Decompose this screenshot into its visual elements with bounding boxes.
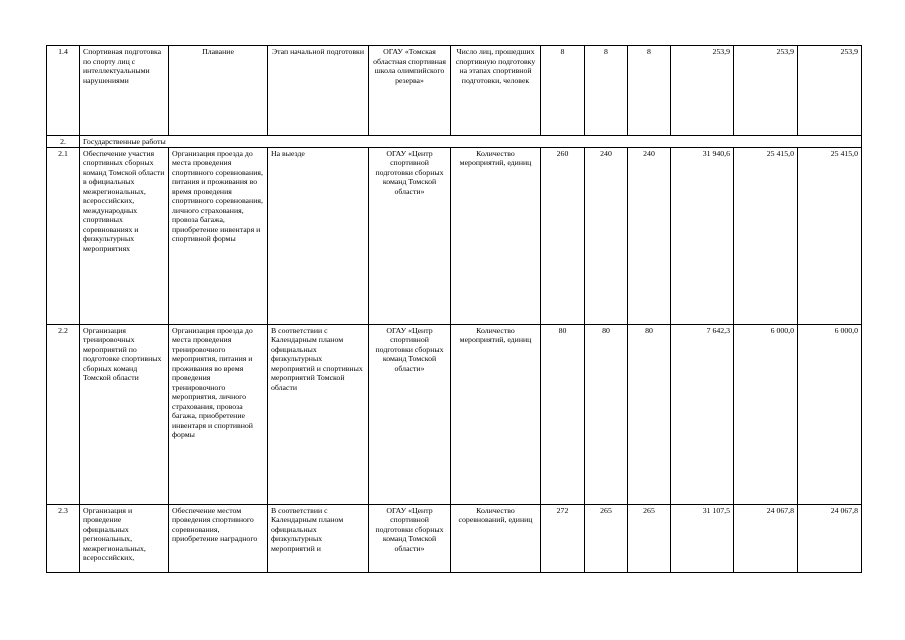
executor: ОГАУ «Центр спортивной подготовки сборных команд Томской области» (369, 324, 451, 504)
activity-content-cell (169, 504, 268, 572)
table-row (47, 324, 862, 504)
row-number: 2.2 (47, 324, 80, 504)
volume-year-3: 240 (628, 147, 671, 324)
budget-table (46, 45, 862, 573)
funding-year-3: 24 067,8 (830, 505, 858, 515)
volume-year-2: 240 (585, 147, 628, 324)
volume-year-3-cell (628, 504, 671, 572)
funding-year-3: 253,9 (798, 46, 862, 136)
indicator: Количество соревнований, единиц (458, 505, 533, 524)
table-row (47, 504, 862, 572)
executor: ОГАУ «Центр спортивной подготовки сборных команд Томской области» (375, 505, 444, 553)
funding-year-1: 253,9 (671, 46, 734, 136)
section-title: Государственные работы (80, 136, 862, 148)
executor: ОГАУ «Центр спортивной подготовки сборных команд Томской области» (369, 147, 451, 324)
section-row (47, 136, 862, 148)
funding-year-2-cell (734, 504, 798, 572)
volume-year-3: 80 (628, 324, 671, 504)
volume-year-1: 80 (541, 324, 585, 504)
indicator: Количество мероприятий, единиц (451, 147, 541, 324)
row-number: 1.4 (47, 46, 80, 136)
funding-year-1-cell (671, 504, 734, 572)
activity-condition-cell (268, 504, 369, 572)
activity-content: Плавание (169, 46, 268, 136)
activity-content: Организация проезда до места проведения спортивного соревнования, питания и проживания во время проведения спортивного соревнования, личного страхования, провоза багажа, приобретение инвентаря и спортивной формы (169, 147, 268, 324)
volume-year-2-cell (585, 504, 628, 572)
activity-name-cell (80, 504, 169, 572)
activity-name: Обеспечение участия спортивных сборных команд Томской области в официальных межрегиональных, всероссийских, международных спортивных соревнованиях и физкультурных мероприятиях (80, 147, 169, 324)
volume-year-1: 272 (556, 505, 569, 515)
funding-year-3: 25 415,0 (798, 147, 862, 324)
volume-year-3: 265 (643, 505, 655, 515)
activity-name: Спортивная подготовка по спорту лиц с интеллектуальными нарушениями (80, 46, 169, 136)
executor-cell (369, 504, 451, 572)
table-row (47, 46, 862, 136)
row-number: 2. (47, 136, 80, 148)
funding-year-3: 6 000,0 (798, 324, 862, 504)
indicator: Количество мероприятий, единиц (451, 324, 541, 504)
volume-year-3: 8 (628, 46, 671, 136)
funding-year-2: 25 415,0 (734, 147, 798, 324)
activity-condition: В соответствии с Календарным планом официальных физкультурных мероприятий и спортивных мероприятий Томской области (268, 324, 369, 504)
funding-year-1: 31 940,6 (671, 147, 734, 324)
activity-name: Организация тренировочных мероприятий по подготовке спортивных сборных команд Томской области (80, 324, 169, 504)
volume-year-1: 8 (541, 46, 585, 136)
row-number: 2.1 (47, 147, 80, 324)
volume-year-1-cell (541, 504, 585, 572)
funding-year-1: 31 107,5 (702, 505, 730, 515)
volume-year-2: 8 (585, 46, 628, 136)
row-number: 2.3 (58, 505, 68, 515)
funding-year-2: 253,9 (734, 46, 798, 136)
funding-year-2: 24 067,8 (766, 505, 794, 515)
volume-year-2: 265 (600, 505, 612, 515)
activity-condition: В соответствии с Календарным планом официальных физкультурных мероприятий и (271, 505, 344, 553)
funding-year-1: 7 642,3 (671, 324, 734, 504)
activity-name: Организация и проведение официальных региональных, межрегиональных, всероссийских, (83, 505, 146, 562)
indicator-cell (451, 504, 541, 572)
activity-condition: Этап начальной подготовки (268, 46, 369, 136)
funding-year-2: 6 000,0 (734, 324, 798, 504)
funding-year-3-cell (798, 504, 862, 572)
row-number-cell (47, 504, 80, 572)
activity-condition: На выезде (268, 147, 369, 324)
table-row (47, 147, 862, 324)
indicator: Число лиц, прошедших спортивную подготовку на этапах спортивной подготовки, человек (451, 46, 541, 136)
executor: ОГАУ «Томская областная спортивная школа олимпийского резерва» (369, 46, 451, 136)
volume-year-1: 260 (541, 147, 585, 324)
volume-year-2: 80 (585, 324, 628, 504)
activity-content: Организация проезда до места проведения тренировочного мероприятия, питания и проживания во время проведения тренировочного мероприятия, личного страхования, провоза багажа, приобретение инвентаря и спортивной формы (169, 324, 268, 504)
activity-content: Обеспечение местом проведения спортивного соревнования, приобретение наградного (172, 505, 258, 543)
